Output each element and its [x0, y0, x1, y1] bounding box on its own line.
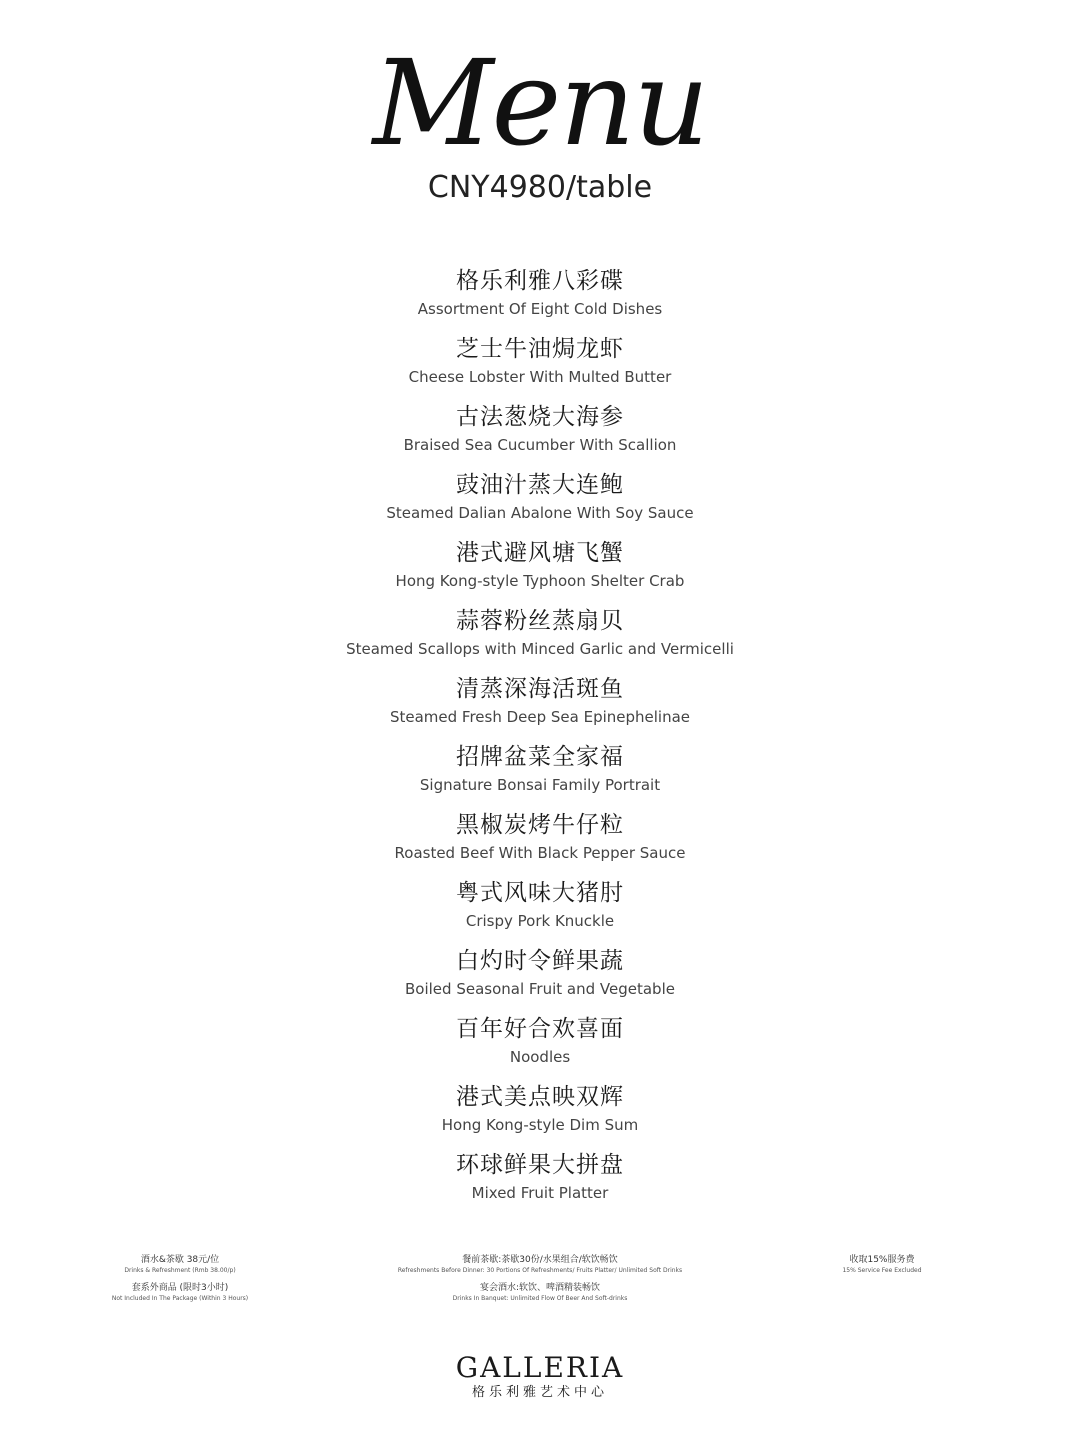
dish-name-en: Noodles [509, 1048, 571, 1066]
note-en: 15% Service Fee Excluded [842, 1267, 922, 1274]
dish-name-en: Assortment Of Eight Cold Dishes [417, 300, 663, 318]
dish-item [0, 740, 1080, 808]
dish-item [0, 944, 1080, 1012]
note-en: Not Included In The Package (Within 3 Hours) [111, 1295, 249, 1302]
note-cn: 套系外商品 (限时3小时) [131, 1283, 229, 1293]
dish-name-cn: 环球鲜果大拼盘 [456, 1152, 624, 1178]
note-en: Refreshments Before Dinner: 30 Portions Of Refreshments/ Fruits Platter/ Unlimited Soft Drinks [397, 1267, 683, 1274]
dish-item [0, 264, 1080, 332]
dish-item [0, 876, 1080, 944]
brand-logo [0, 1352, 1080, 1402]
dish-item [0, 536, 1080, 604]
menu-title: Menu [372, 34, 708, 172]
dish-item [0, 604, 1080, 672]
dish-name-cn: 芝士牛油焗龙虾 [456, 336, 624, 362]
dish-name-en: Hong Kong-style Typhoon Shelter Crab [395, 572, 685, 590]
dish-name-en: Roasted Beef With Black Pepper Sauce [394, 844, 686, 862]
dish-name-cn: 古法葱烧大海参 [456, 404, 624, 430]
dish-name-en: Signature Bonsai Family Portrait [419, 776, 661, 794]
dish-item [0, 468, 1080, 536]
dish-name-cn: 豉油汁蒸大连鲍 [456, 472, 624, 498]
dish-item [0, 400, 1080, 468]
note-cn: 宴会酒水:软饮、啤酒精装畅饮 [479, 1283, 601, 1293]
note-en: Drinks & Refreshment (Rmb 38.00/p) [124, 1267, 236, 1274]
dish-item [0, 332, 1080, 400]
dish-item [0, 1080, 1080, 1148]
package-notes-center [340, 1254, 740, 1310]
note-cn: 酒水&茶歇 38元/位 [140, 1255, 220, 1265]
dish-name-cn: 清蒸深海活斑鱼 [456, 676, 624, 702]
dish-item [0, 808, 1080, 876]
dish-name-en: Steamed Scallops with Minced Garlic and Vermicelli [346, 640, 734, 658]
dish-item [0, 672, 1080, 740]
brand-name-cn: 格乐利雅艺术中心 [471, 1385, 608, 1400]
dish-name-en: Cheese Lobster With Multed Butter [408, 368, 672, 386]
dish-name-cn: 蒜蓉粉丝蒸扇贝 [456, 608, 624, 634]
dish-name-cn: 招牌盆菜全家福 [456, 744, 624, 770]
package-notes-left [80, 1254, 280, 1310]
dish-name-cn: 白灼时令鲜果蔬 [456, 948, 624, 974]
dish-item [0, 1148, 1080, 1216]
dish-name-cn: 粤式风味大猪肘 [456, 880, 624, 906]
dish-name-en: Steamed Fresh Deep Sea Epinephelinae [389, 708, 691, 726]
package-notes-right [790, 1254, 974, 1282]
dish-name-en: Steamed Dalian Abalone With Soy Sauce [386, 504, 694, 522]
dish-name-en: Boiled Seasonal Fruit and Vegetable [405, 980, 675, 998]
dish-name-en: Hong Kong-style Dim Sum [441, 1116, 639, 1134]
brand-name: GALLERIA [455, 1351, 625, 1384]
dish-list [0, 264, 1080, 1216]
dish-name-cn: 黑椒炭烤牛仔粒 [456, 812, 624, 838]
dish-item [0, 1012, 1080, 1080]
dish-name-en: Braised Sea Cucumber With Scallion [403, 436, 677, 454]
dish-name-cn: 百年好合欢喜面 [456, 1016, 624, 1042]
dish-name-en: Crispy Pork Knuckle [465, 912, 615, 930]
dish-name-cn: 港式避风塘飞蟹 [456, 540, 624, 566]
note-en: Drinks In Banquet: Unlimited Flow Of Beer And Soft-drinks [452, 1295, 628, 1302]
note-cn: 餐前茶歇:茶歇30份/水果组合/软饮畅饮 [462, 1255, 618, 1265]
dish-name-en: Mixed Fruit Platter [471, 1184, 609, 1202]
dish-name-cn: 港式美点映双辉 [456, 1084, 624, 1110]
note-cn: 收取15%服务费 [849, 1255, 915, 1265]
price-per-table: CNY4980/table [427, 170, 653, 205]
dish-name-cn: 格乐利雅八彩碟 [456, 268, 624, 294]
